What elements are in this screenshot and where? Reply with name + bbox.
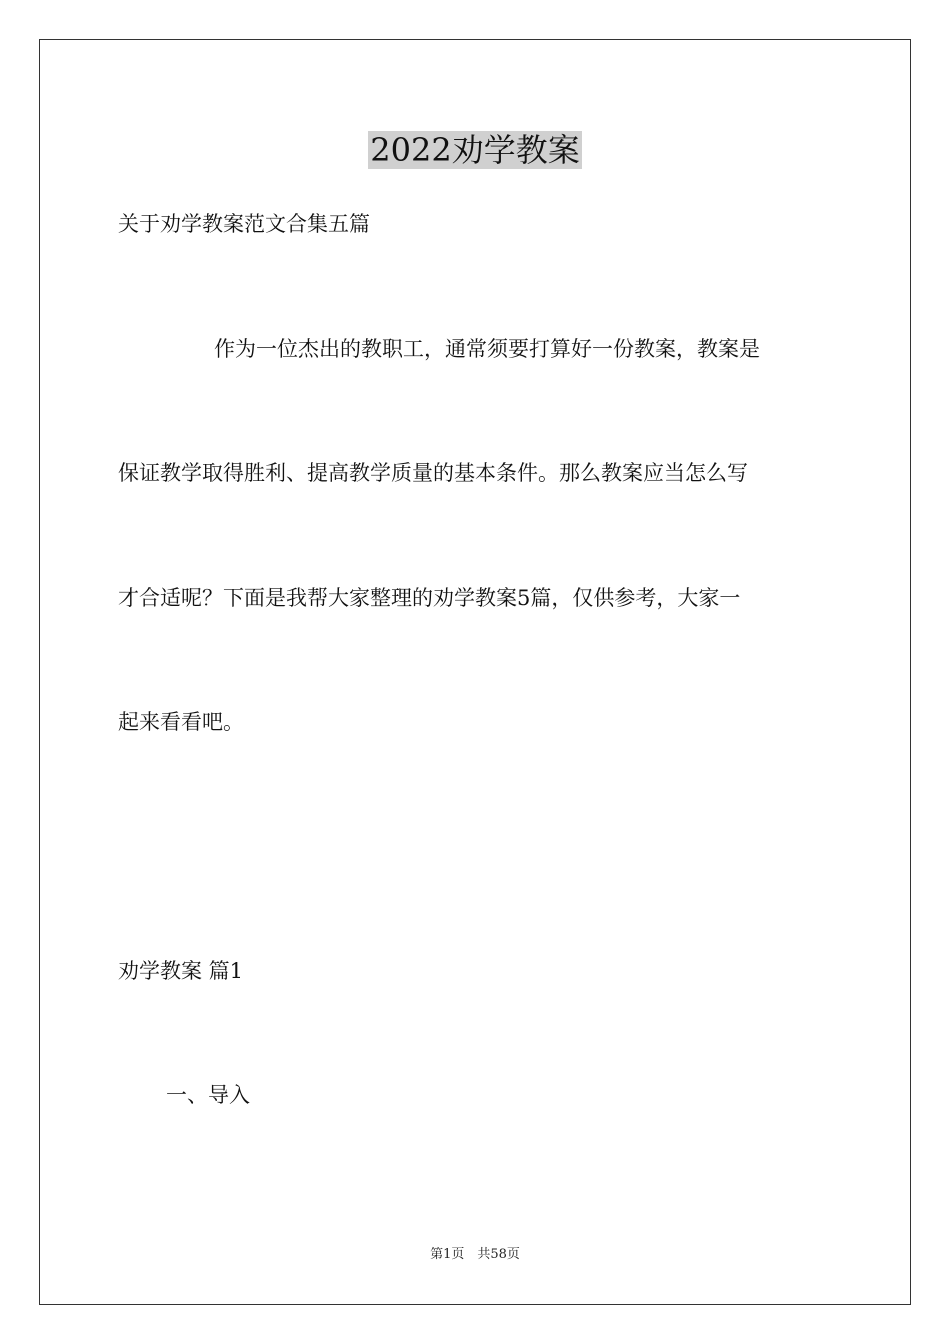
page-footer: 第1页 共58页 (430, 1247, 520, 1262)
document-title (0, 128, 950, 172)
document-title-text: 2022劝学教案 (370, 131, 580, 169)
paragraph-line-4: 起来看看吧。 (118, 710, 244, 734)
paragraph-line-2: 保证教学取得胜利、提高教学质量的基本条件。那么教案应当怎么写 (118, 461, 748, 485)
paragraph-line-3: 才合适呢？下面是我帮大家整理的劝学教案5篇，仅供参考，大家一 (118, 586, 741, 610)
paragraph-line-1: 作为一位杰出的教职工，通常须要打算好一份教案，教案是 (214, 337, 760, 361)
section-heading: 劝学教案 篇1 (118, 959, 244, 983)
document-subtitle: 关于劝学教案范文合集五篇 (118, 212, 370, 236)
sub-heading: 一、导入 (166, 1083, 250, 1107)
